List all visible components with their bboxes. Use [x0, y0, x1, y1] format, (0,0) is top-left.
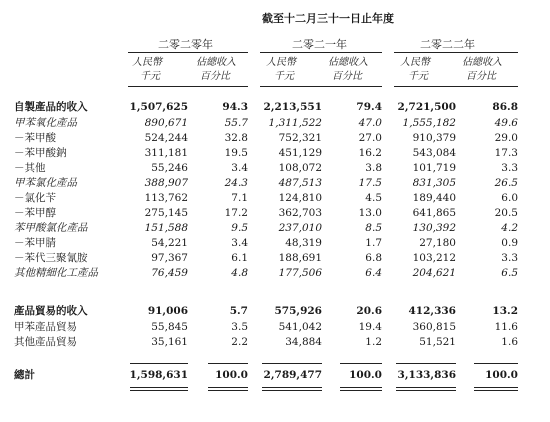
row-label: 總計 [14, 369, 35, 381]
amount-cell: 360,815 [412, 321, 456, 333]
percent-cell: 6.0 [501, 192, 518, 204]
col-header-rmb-2021: 人民幣 [266, 57, 296, 68]
percent-cell: 16.2 [358, 147, 382, 159]
percent-cell: 94.3 [222, 101, 248, 113]
amount-cell: 752,321 [278, 132, 322, 144]
amount-cell: 54,221 [151, 237, 188, 249]
amount-cell: 177,506 [278, 267, 322, 279]
percent-cell: 1.2 [365, 336, 382, 348]
period-header: 截至十二月三十一日止年度 [262, 12, 394, 25]
row-label: 甲苯氧化產品 [14, 117, 77, 129]
amount-cell: 27,180 [419, 237, 456, 249]
amount-cell: 487,513 [278, 177, 322, 189]
amount-cell: 237,010 [278, 222, 322, 234]
row-label: －苯甲酸鈉 [14, 147, 67, 159]
year-rule-2020 [128, 52, 248, 53]
amount-cell: 641,865 [412, 207, 456, 219]
amount-cell: 35,161 [151, 336, 188, 348]
percent-cell: 6.4 [365, 267, 382, 279]
amount-cell: 1,311,522 [268, 117, 322, 129]
amount-cell: 362,703 [278, 207, 322, 219]
amount-cell: 103,212 [412, 252, 456, 264]
percent-cell: 13.0 [358, 207, 382, 219]
subtotal-rule-2021-rmb [262, 363, 322, 364]
year-header-2022: 二零二二年 [420, 38, 475, 51]
amount-cell: 97,367 [151, 252, 188, 264]
row-label: －苯甲醇 [14, 207, 56, 219]
percent-cell: 19.4 [358, 321, 382, 333]
header-rule-2021 [260, 86, 382, 87]
percent-cell: 6.8 [365, 252, 382, 264]
amount-cell: 388,907 [144, 177, 188, 189]
row-label: －其他 [14, 162, 46, 174]
amount-cell: 3,133,836 [397, 369, 456, 381]
percent-cell: 49.6 [494, 117, 518, 129]
amount-cell: 451,129 [278, 147, 322, 159]
amount-cell: 575,926 [274, 305, 322, 317]
row-label: －氯化苄 [14, 192, 56, 204]
amount-cell: 831,305 [412, 177, 456, 189]
percent-cell: 26.5 [494, 177, 518, 189]
subtotal-rule-2022-pct [474, 363, 518, 364]
col-header-pct-2022: 佔總收入 [462, 57, 502, 68]
percent-cell: 20.5 [494, 207, 518, 219]
amount-cell: 2,213,551 [263, 101, 322, 113]
total-underline-2021-rmb [262, 387, 322, 391]
amount-cell: 2,789,477 [263, 369, 322, 381]
percent-cell: 29.0 [494, 132, 518, 144]
percent-cell: 13.2 [492, 305, 518, 317]
col-header-pct-2021-unit: 百分比 [332, 71, 362, 82]
col-header-rmb-2022-unit: 千元 [408, 71, 428, 82]
total-underline-2022-pct [474, 387, 518, 391]
total-underline-2022-rmb [396, 387, 456, 391]
percent-cell: 17.3 [494, 147, 518, 159]
amount-cell: 124,810 [278, 192, 322, 204]
amount-cell: 524,244 [144, 132, 188, 144]
percent-cell: 11.6 [494, 321, 518, 333]
row-label: 其他精細化工產品 [14, 267, 98, 279]
percent-cell: 100.0 [485, 369, 518, 381]
amount-cell: 130,392 [412, 222, 456, 234]
percent-cell: 55.7 [224, 117, 248, 129]
percent-cell: 9.5 [231, 222, 248, 234]
percent-cell: 3.4 [231, 237, 248, 249]
percent-cell: 3.4 [231, 162, 248, 174]
percent-cell: 5.7 [229, 305, 248, 317]
percent-cell: 1.7 [365, 237, 382, 249]
row-label: 產品貿易的收入 [14, 305, 88, 317]
percent-cell: 17.5 [358, 177, 382, 189]
col-header-rmb-2022: 人民幣 [400, 57, 430, 68]
col-header-rmb-2020: 人民幣 [132, 57, 162, 68]
col-header-pct-2020-unit: 百分比 [200, 71, 230, 82]
col-header-rmb-2020-unit: 千元 [140, 71, 160, 82]
percent-cell: 4.2 [501, 222, 518, 234]
amount-cell: 55,246 [151, 162, 188, 174]
amount-cell: 108,072 [278, 162, 322, 174]
subtotal-rule-2021-pct [340, 363, 382, 364]
subtotal-rule-2020-rmb [130, 363, 188, 364]
row-label: 甲苯產品貿易 [14, 321, 77, 333]
percent-cell: 6.5 [501, 267, 518, 279]
amount-cell: 890,671 [144, 117, 188, 129]
header-rule-2022 [394, 86, 518, 87]
percent-cell: 20.6 [356, 305, 382, 317]
amount-cell: 189,440 [412, 192, 456, 204]
percent-cell: 100.0 [349, 369, 382, 381]
row-label: －苯甲酸 [14, 132, 56, 144]
amount-cell: 543,084 [412, 147, 456, 159]
total-underline-2020-rmb [130, 387, 188, 391]
year-rule-2021 [260, 52, 382, 53]
amount-cell: 151,588 [144, 222, 188, 234]
row-label: 其他產品貿易 [14, 336, 77, 348]
year-header-2021: 二零二一年 [292, 38, 347, 51]
row-label: －苯代三聚氰胺 [14, 252, 88, 264]
col-header-rmb-2021-unit: 千元 [274, 71, 294, 82]
header-rule-2020 [128, 86, 248, 87]
row-label: 自製產品的收入 [14, 101, 88, 113]
percent-cell: 17.2 [224, 207, 248, 219]
percent-cell: 100.0 [215, 369, 248, 381]
percent-cell: 3.5 [231, 321, 248, 333]
row-label: 苯甲酸氯化產品 [14, 222, 88, 234]
percent-cell: 27.0 [358, 132, 382, 144]
amount-cell: 412,336 [408, 305, 456, 317]
row-label: 甲苯氯化產品 [14, 177, 77, 189]
amount-cell: 910,379 [412, 132, 456, 144]
amount-cell: 48,319 [285, 237, 322, 249]
row-label: －苯甲腈 [14, 237, 56, 249]
total-underline-2020-pct [208, 387, 248, 391]
percent-cell: 3.3 [501, 162, 518, 174]
col-header-pct-2022-unit: 百分比 [466, 71, 496, 82]
percent-cell: 0.9 [501, 237, 518, 249]
amount-cell: 1,507,625 [129, 101, 188, 113]
amount-cell: 1,555,182 [402, 117, 456, 129]
percent-cell: 4.8 [231, 267, 248, 279]
amount-cell: 34,884 [285, 336, 322, 348]
percent-cell: 4.5 [365, 192, 382, 204]
amount-cell: 541,042 [278, 321, 322, 333]
subtotal-rule-2022-rmb [396, 363, 456, 364]
percent-cell: 3.8 [365, 162, 382, 174]
year-header-2020: 二零二零年 [158, 38, 213, 51]
percent-cell: 1.6 [501, 336, 518, 348]
amount-cell: 51,521 [419, 336, 456, 348]
amount-cell: 275,145 [144, 207, 188, 219]
percent-cell: 6.1 [231, 252, 248, 264]
col-header-pct-2020: 佔總收入 [196, 57, 236, 68]
percent-cell: 7.1 [231, 192, 248, 204]
subtotal-rule-2020-pct [208, 363, 248, 364]
amount-cell: 311,181 [144, 147, 188, 159]
amount-cell: 55,845 [151, 321, 188, 333]
col-header-pct-2021: 佔總收入 [328, 57, 368, 68]
amount-cell: 2,721,500 [397, 101, 456, 113]
percent-cell: 86.8 [492, 101, 518, 113]
amount-cell: 101,719 [412, 162, 456, 174]
percent-cell: 2.2 [231, 336, 248, 348]
amount-cell: 113,762 [144, 192, 188, 204]
percent-cell: 79.4 [356, 101, 382, 113]
percent-cell: 24.3 [224, 177, 248, 189]
percent-cell: 47.0 [358, 117, 382, 129]
percent-cell: 19.5 [224, 147, 248, 159]
total-underline-2021-pct [340, 387, 382, 391]
percent-cell: 8.5 [365, 222, 382, 234]
percent-cell: 3.3 [501, 252, 518, 264]
amount-cell: 1,598,631 [129, 369, 188, 381]
amount-cell: 76,459 [151, 267, 188, 279]
percent-cell: 32.8 [224, 132, 248, 144]
amount-cell: 204,621 [412, 267, 456, 279]
amount-cell: 91,006 [147, 305, 188, 317]
amount-cell: 188,691 [278, 252, 322, 264]
year-rule-2022 [394, 52, 518, 53]
